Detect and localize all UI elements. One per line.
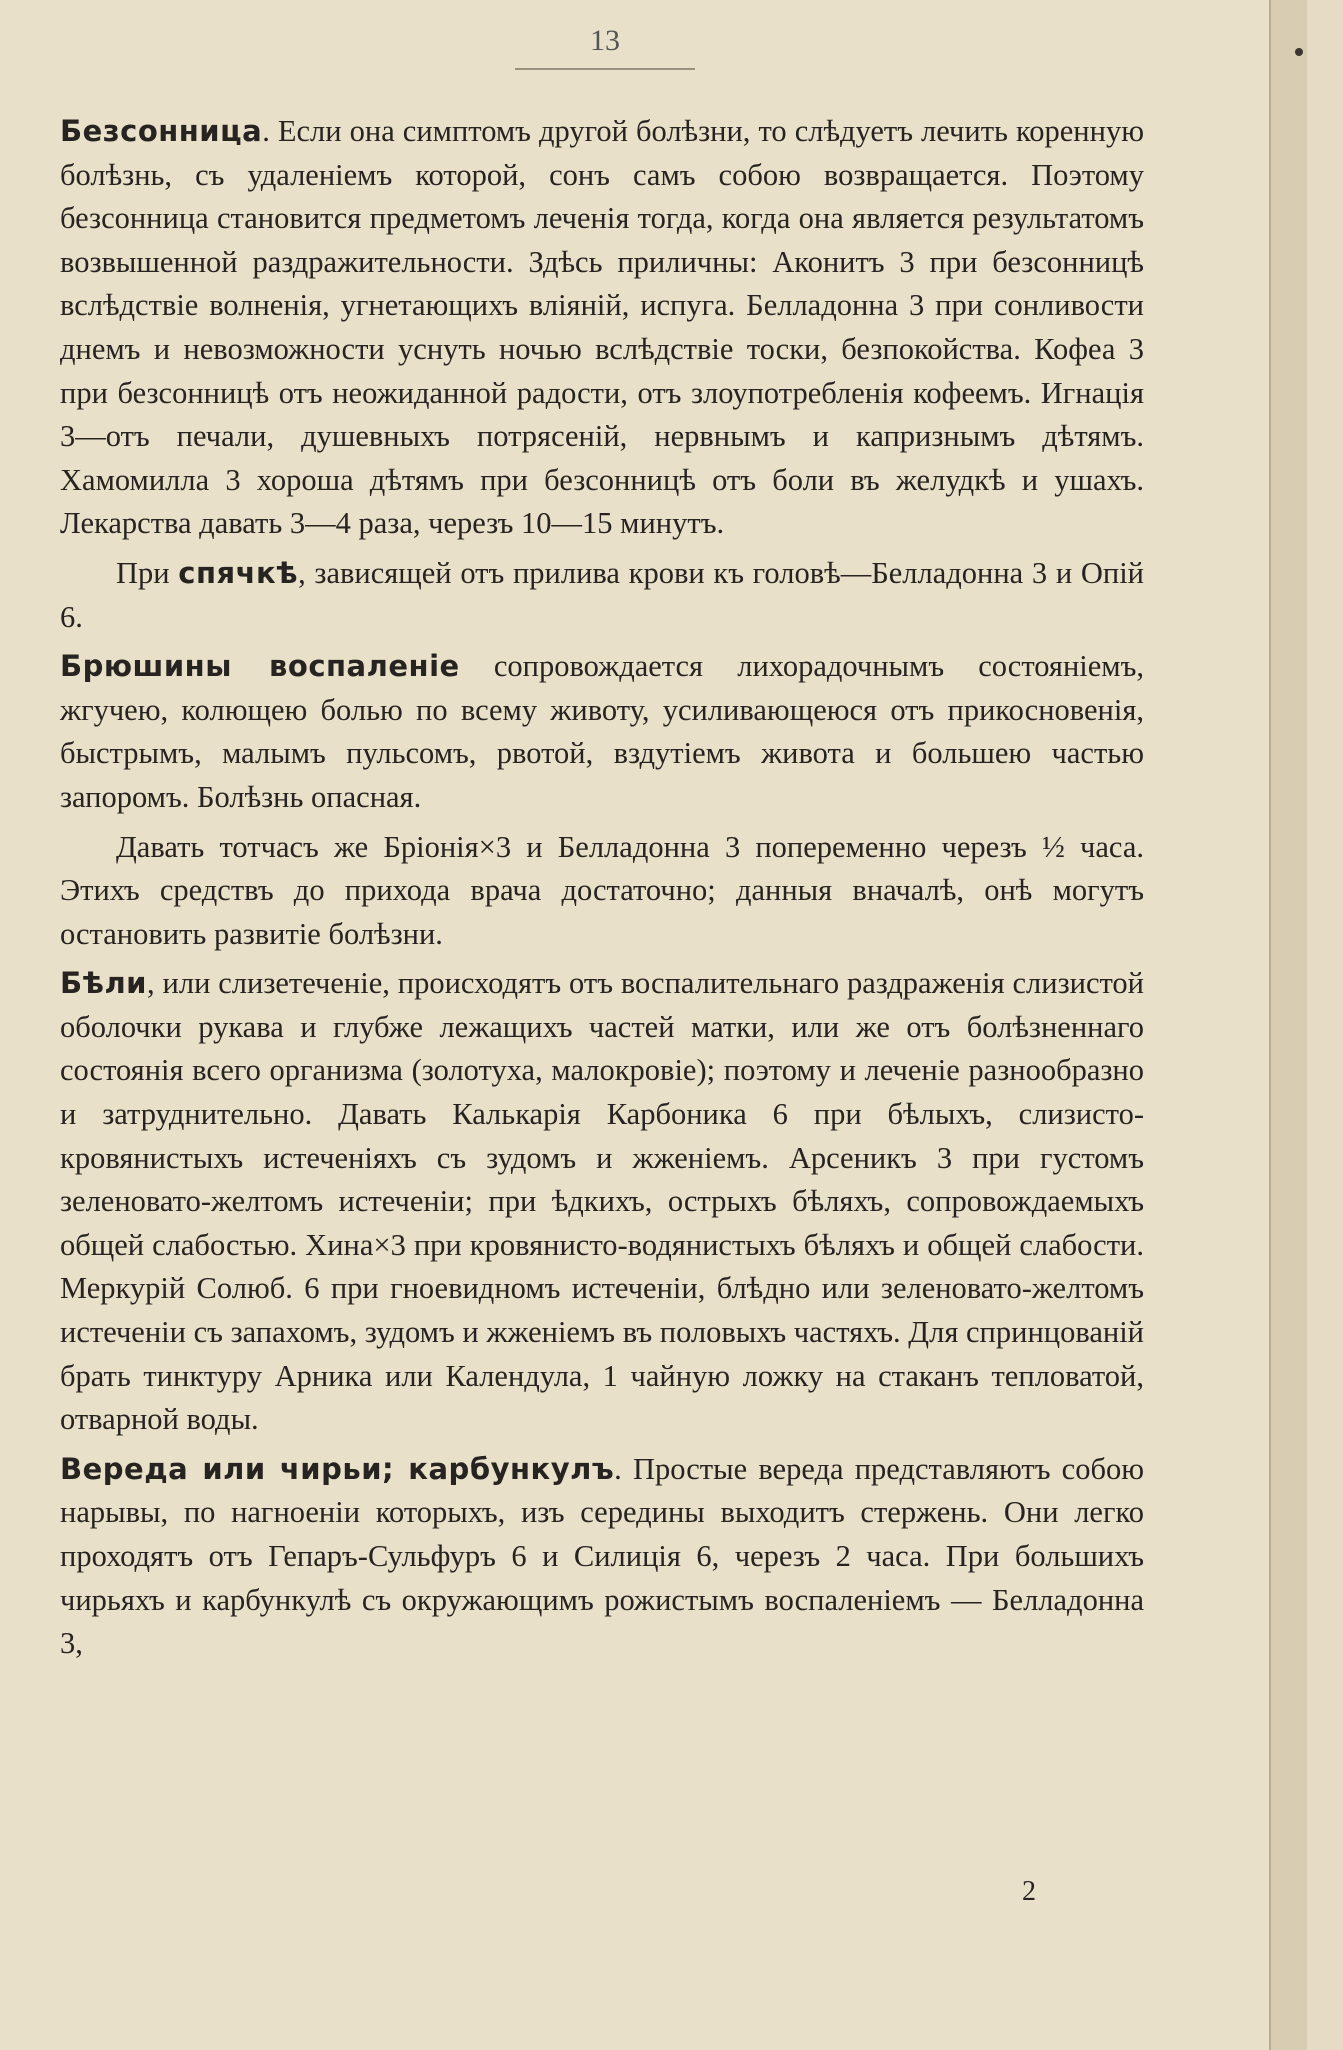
entry-heading: Безсонница [60,114,263,148]
ink-spot [1295,48,1303,56]
paragraph-lead: При [116,555,179,590]
page-number: 13 [590,24,620,57]
paragraph-insomnia [60,110,1144,546]
paragraph-text: . Простые вереда представляютъ собою нарывы, по нагноеніи которыхъ, изъ середины выходитъ стержень. Они легко проходятъ отъ Гепаръ-Сульфуръ 6 и Силиція 6, черезъ 2 часа. При большихъ чирьяхъ и карбункулѣ съ окружающимъ рожистымъ воспаленіемъ — Белладонна 3, [60,1451,1144,1661]
paragraph-text: , или слизетеченіе, происходятъ отъ воспалительнаго раздраженія слизистой оболочки рукава и глубже лежащихъ частей матки, или же отъ болѣзненнаго состоянія всего организма (золотуха, малокровіе); поэтому и леченіе разнообразно и затруднительно. Давать Калькарія Карбоника 6 при бѣлыхъ, слизисто-кровянистыхъ истеченіяхъ съ зудомъ и жженіемъ. Арсеникъ 3 при густомъ зеленовато-желтомъ истеченіи; при ѣдкихъ, острыхъ бѣляхъ, сопровождаемыхъ общей слабостью. Хина×3 при кровянисто-водянистыхъ бѣляхъ и общей слабости. Меркурій Солюб. 6 при гноевидномъ истеченіи, блѣдно или зеленовато-желтомъ истеченіи съ запахомъ, зудомъ и жженіемъ въ половыхъ частяхъ. Для спринцованій брать тинктуру Арника или Календула, 1 чайную ложку на стаканъ тепловатой, отварной воды. [60,966,1144,1437]
paragraph-text: Давать тотчасъ же Бріонія×3 и Белладонна 3 попеременно черезъ ½ часа. Этихъ средствъ до прихода врача достаточно; данныя вначалѣ, онѣ могутъ остановить развитіе болѣзни. [60,829,1144,951]
paragraph-boils [60,1448,1144,1666]
page-spine [1269,0,1307,2050]
paragraph-text: . Если она симптомъ другой болѣзни, то слѣдуетъ лечить коренную болѣзнь, съ удаленіемъ которой, сонъ самъ собою возвращается. Поэтому безсонница становится предметомъ леченія тогда, когда она является результатомъ возвышенной раздражительности. Здѣсь приличны: Аконитъ 3 при безсонницѣ вслѣдствіе волненія, угнетающихъ вліяній, испуга. Белладонна 3 при сонливости днемъ и невозможности уснуть ночью вслѣдствіе тоски, безпокойства. Кофеа 3 при безсонницѣ отъ неожиданной радости, отъ злоупотребленія кофеемъ. Игнація 3—отъ печали, душевныхъ потрясеній, нервнымъ и капризнымъ дѣтямъ. Хамомилла 3 хороша дѣтямъ при безсонницѣ отъ боли въ желудкѣ и ушахъ. Лекарства давать 3—4 раза, черезъ 10—15 минутъ. [60,114,1144,541]
paragraph-peritonitis-treatment [60,826,1144,957]
paragraph-text: сопровождается лихорадочнымъ состояніемъ, жгучею, колющею болью по всему животу, усиливающеюся отъ прикосновенія, быстрымъ, малымъ пульсомъ, рвотой, вздутіемъ живота и большею частью запоромъ. Болѣзнь опасная. [60,649,1144,814]
entry-heading: Вереда или чирьи; карбункулъ [60,1451,615,1486]
signature-mark: 2 [1022,1876,1036,1907]
paragraph-leucorrhea [60,962,1144,1442]
entry-heading: Бѣли [60,966,148,1001]
paragraph-lethargy [60,552,1144,639]
entry-heading: спячкѣ [178,555,299,590]
paragraph-text: , зависящей отъ прилива крови къ головѣ—Белладонна 3 и Опій 6. [60,555,1144,634]
header-rule [515,68,695,70]
body-text [60,110,1144,1672]
entry-heading: Брюшины воспаленіе [60,649,460,684]
paragraph-peritonitis [60,645,1144,819]
